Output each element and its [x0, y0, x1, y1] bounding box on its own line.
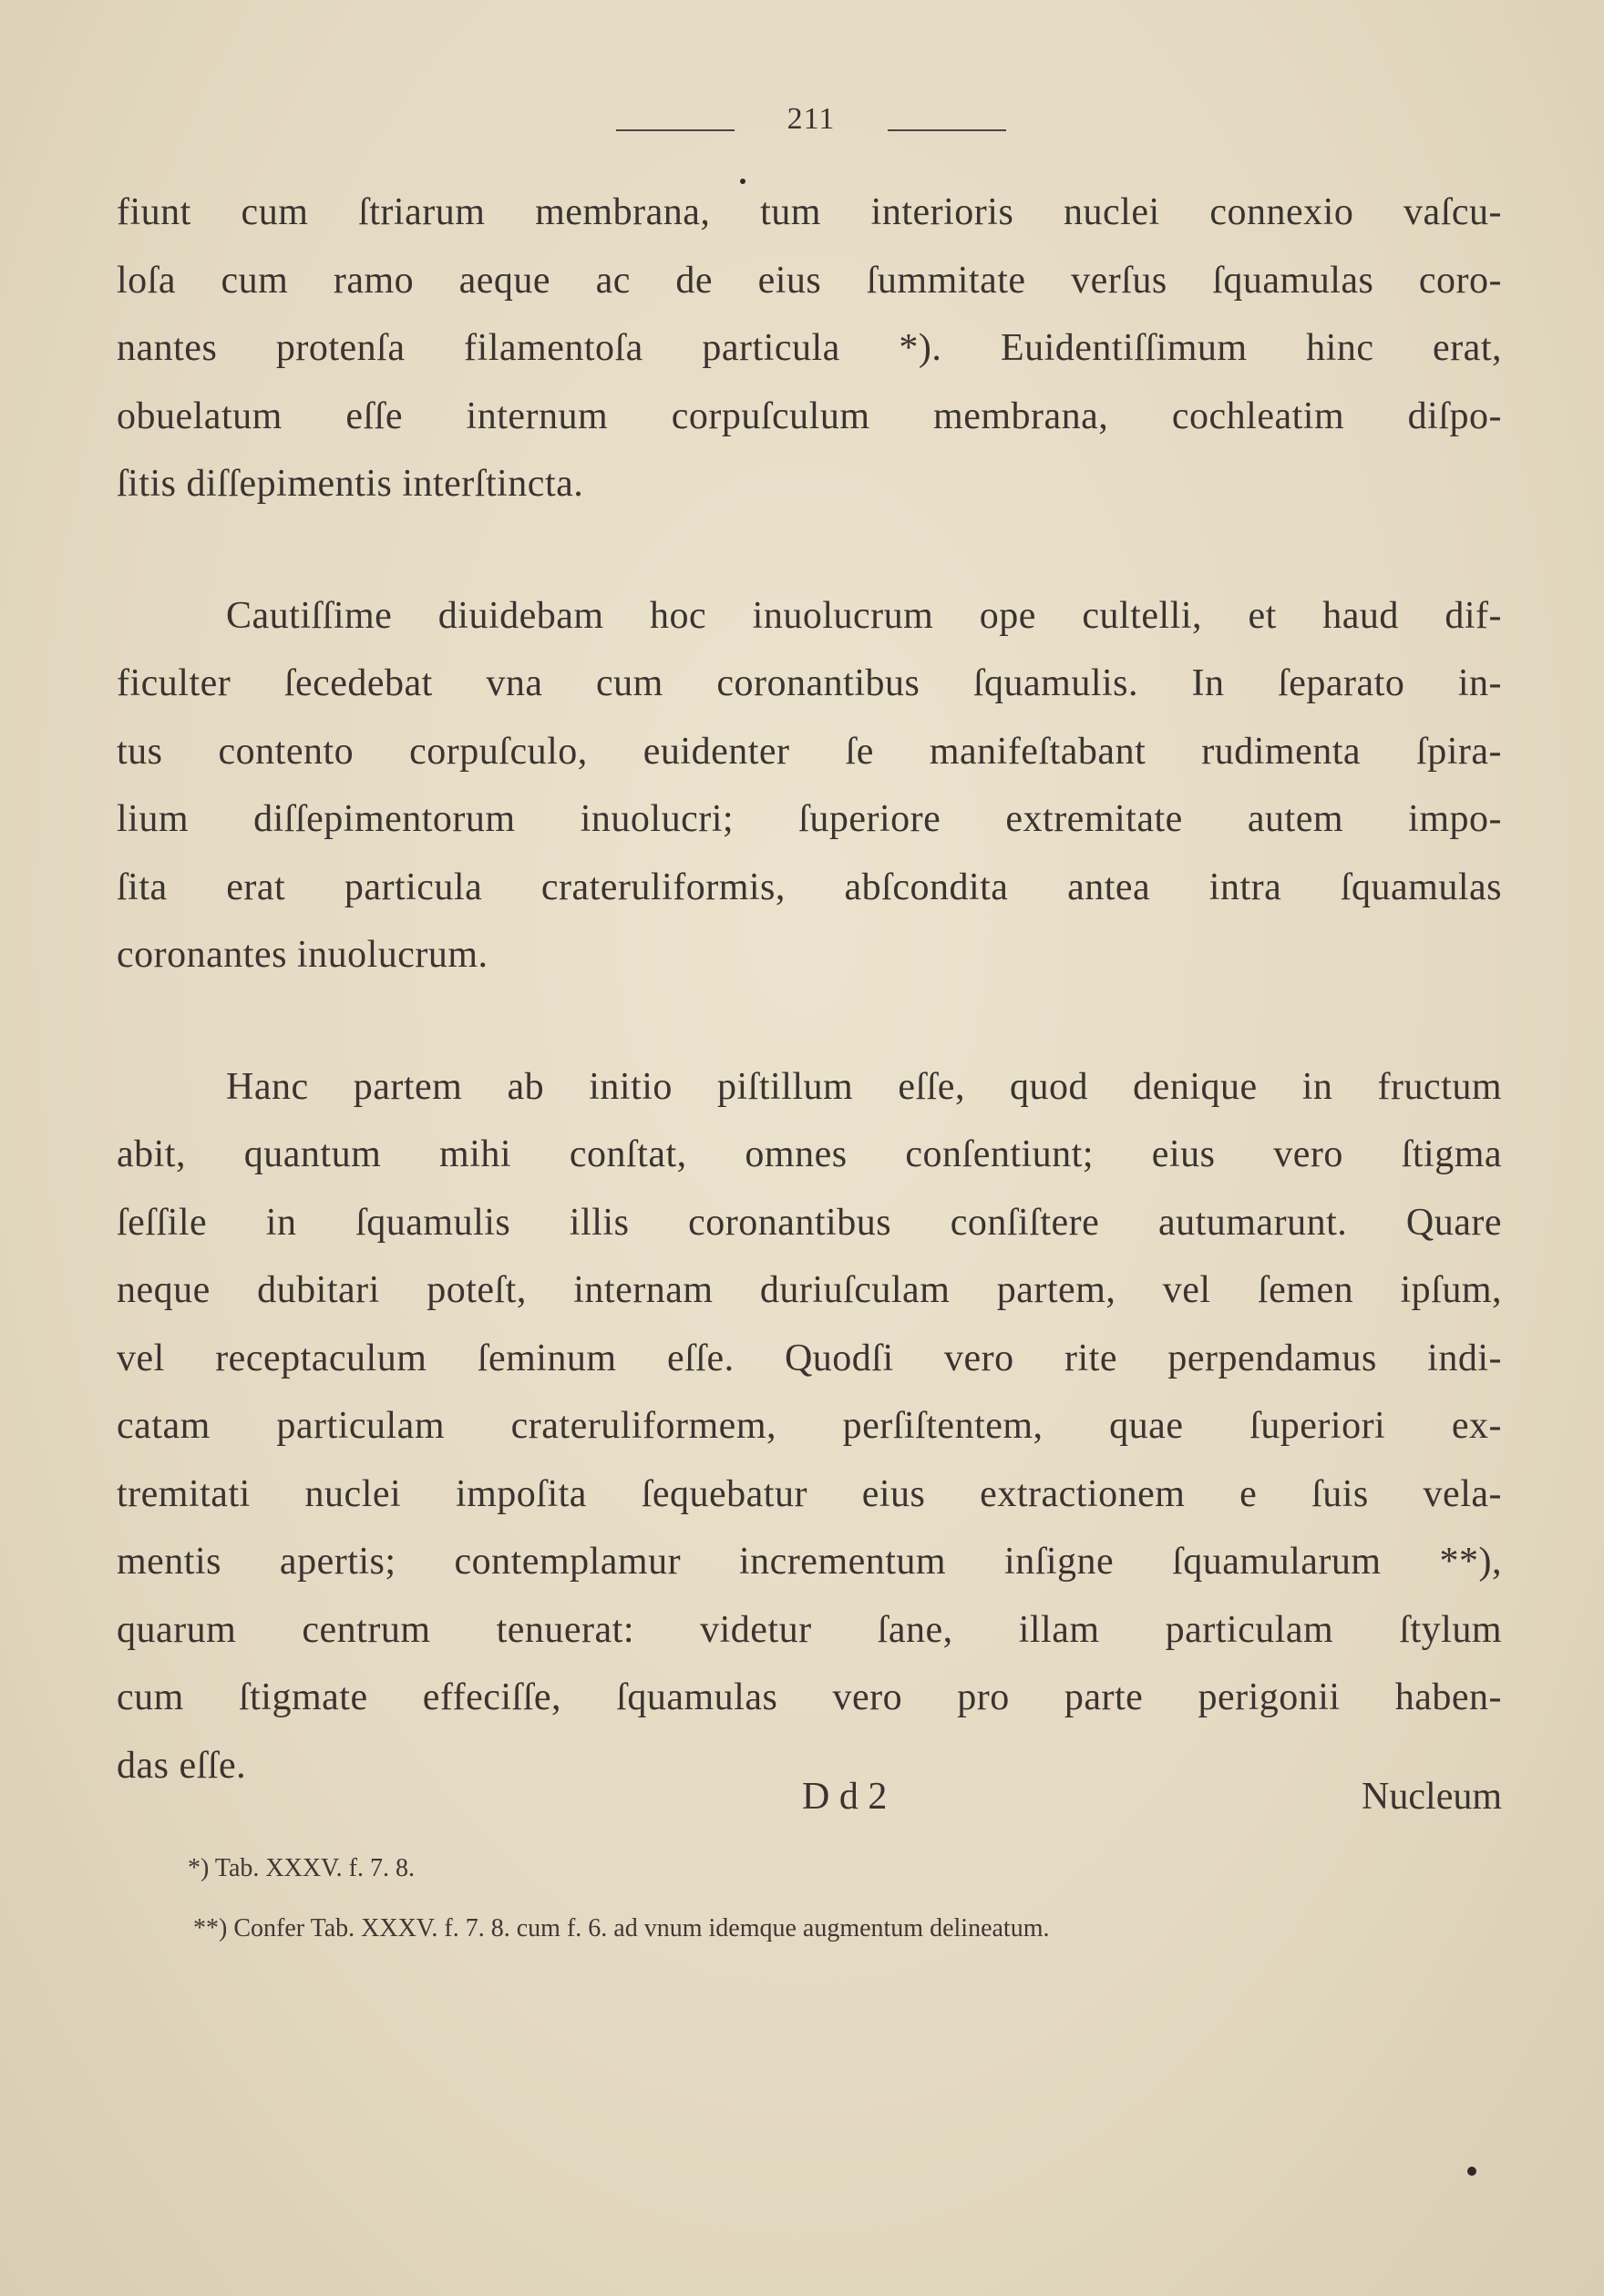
text-line: cum ſtigmate effeciſſe, ſquamulas vero pro parte perigonii haben-: [117, 1676, 1502, 1718]
text-line: quarum centrum tenuerat: videtur ſane, illam particulam ſtylum: [117, 1608, 1502, 1651]
header-rule-right: [888, 129, 1006, 131]
text-line: Hanc partem ab initio piſtillum eſſe, quod denique in fructum: [226, 1065, 1502, 1108]
ink-spot: [1467, 2167, 1476, 2176]
text-line: ſeſſile in ſquamulis illis coronantibus conſiſtere autumarunt. Quare: [117, 1201, 1502, 1244]
text-line: loſa cum ramo aeque ac de eius ſummitate verſus ſquamulas coro-: [117, 259, 1502, 302]
text-line: abit, quantum mihi conſtat, omnes conſentiunt; eius vero ſtigma: [117, 1133, 1502, 1175]
text-line: mentis apertis; contemplamur incrementum inſigne ſquamularum **),: [117, 1541, 1502, 1583]
text-line: tremitati nuclei impoſita ſequebatur eius extractionem e ſuis vela-: [117, 1472, 1502, 1515]
paragraph-1: [117, 179, 1502, 518]
text-line: catam particulam crateruliformem, perſiſtentem, quae ſuperiori ex-: [117, 1405, 1502, 1447]
text-line: fiunt cum ſtriarum membrana, tum interioris nuclei connexio vaſcu-: [117, 191, 1502, 233]
text-line: coronantes inuolucrum.: [117, 934, 488, 976]
footnote: *) Tab. XXXV. f. 7. 8.: [188, 1854, 415, 1882]
text-line: neque dubitari poteſt, internam duriuſculam partem, vel ſemen ipſum,: [117, 1269, 1502, 1311]
running-head: [0, 102, 1604, 148]
text-line: das eſſe.: [117, 1744, 247, 1787]
text-line: Cautiſſime diuidebam hoc inuolucrum ope cultelli, et haud dif-: [226, 594, 1502, 637]
text-line: vel receptaculum ſeminum eſſe. Quodſi vero rite perpendamus indi-: [117, 1337, 1502, 1379]
signature-row: [117, 1775, 1502, 1830]
signature-mark: D d 2: [802, 1776, 888, 1818]
text-line: ſita erat particula crateruliformis, abſcondita antea intra ſquamulas: [117, 866, 1502, 908]
text-line: nantes protenſa filamentoſa particula *). Euidentiſſimum hinc erat,: [117, 327, 1502, 369]
text-line: obuelatum eſſe internum corpuſculum membrana, cochleatim diſpo-: [117, 395, 1502, 437]
paragraph-3: [117, 1053, 1502, 1800]
body-text: [117, 179, 1502, 1799]
text-line: lium diſſepimentorum inuolucri; ſuperiore extremitate autem impo-: [117, 798, 1502, 840]
header-rule-left: [616, 129, 735, 131]
footnotes: [188, 1839, 1464, 1959]
page-number: 211: [787, 102, 836, 136]
text-line: ficulter ſecedebat vna cum coronantibus ſquamulis. In ſeparato in-: [117, 662, 1502, 704]
catchword: Nucleum: [1362, 1776, 1502, 1818]
paragraph-2: [117, 582, 1502, 989]
text-line: ſitis diſſepimentis interſtincta.: [117, 463, 584, 505]
footnote: **) Confer Tab. XXXV. f. 7. 8. cum f. 6. ad vnum idemque augmentum delineatum.: [193, 1914, 1050, 1942]
ink-spot: [740, 179, 745, 184]
text-line: tus contento corpuſculo, euidenter ſe manifeſtabant rudimenta ſpira-: [117, 730, 1502, 773]
